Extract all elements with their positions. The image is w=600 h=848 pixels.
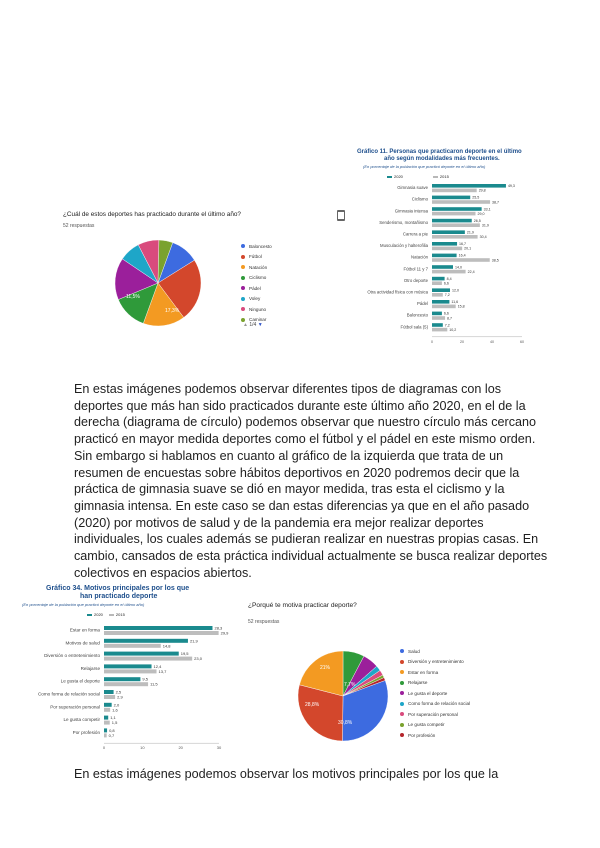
bar-category-label: Como forma de relación social <box>37 691 100 697</box>
bar-value-2015: 31,9 <box>481 223 489 228</box>
bar-2015 <box>432 223 480 227</box>
legend-item <box>400 720 490 731</box>
bar-value-2020: 2,0 <box>113 702 120 708</box>
bar-2020 <box>432 219 472 223</box>
paragraph-line: colectivos en espacios abiertos. <box>74 565 252 580</box>
legend-item <box>400 730 490 741</box>
bar-2020 <box>432 230 465 234</box>
pie2-label-a: 21% <box>320 665 331 671</box>
legend-item <box>241 304 311 315</box>
bar-category-label: Otro deporte <box>403 277 428 283</box>
bar-category-label: Por profesión <box>72 729 100 735</box>
copy-icon-outline[interactable] <box>337 211 345 221</box>
bar-2020 <box>432 254 457 258</box>
bar-value-2015: 11,5 <box>150 681 158 687</box>
legend-2020-swatch <box>387 176 392 178</box>
bar-category-label: Le gusta el deporte <box>60 678 100 684</box>
legend-item <box>400 646 490 657</box>
bar-value-2015: 30,4 <box>479 235 487 240</box>
pie1-pager[interactable] <box>243 322 263 328</box>
bar-2020 <box>432 184 506 188</box>
legend-label: Le gusta el deporte <box>408 690 448 696</box>
legend-dot <box>400 660 404 664</box>
bar-value-2020: 16,4 <box>458 253 466 258</box>
bar-category-label: Ciclismo <box>411 196 428 202</box>
legend-2015-label: 2015 <box>115 612 125 617</box>
legend-item <box>241 252 311 263</box>
bar-2015 <box>432 293 443 297</box>
legend-item <box>241 262 311 273</box>
legend-item <box>400 657 490 668</box>
bar-2020 <box>432 196 470 200</box>
bar-value-2020: 33,1 <box>483 207 491 212</box>
legend-label: Por superación personal <box>408 711 458 717</box>
legend-dot <box>400 712 404 716</box>
paragraph-line: gimnasia intensa. En este caso se dan estas diferencias ya que en el año pasado <box>74 498 530 513</box>
paragraph-2: En estas imágenes podemos observar los motivos principales por los que la <box>74 767 499 781</box>
bar-value-2015: 14,8 <box>162 643 171 649</box>
paragraph-line: Sin embargo si hablamos en cuanto al gráfico de la izquierda que trata de un <box>74 448 504 463</box>
bar-value-2015: 38,5 <box>491 258 499 263</box>
bar-value-2015: 1,5 <box>111 720 118 726</box>
bar-2015 <box>104 708 110 712</box>
bar-value-2015: 13,7 <box>158 668 167 674</box>
bar-category-label: Gimnasia suave <box>397 185 428 191</box>
graf11-subtitle: (En porcentaje de la población que practicó deporte en el último año) <box>363 164 486 169</box>
x-tick-label: 30 <box>216 745 222 751</box>
paragraph-line: (2020) por motivos de salud y de la pandemia era mejor realizar deportes <box>74 515 484 530</box>
bar-category-label: Fútbol 11 y 7 <box>403 266 428 272</box>
legend-label: Fútbol <box>249 254 262 260</box>
bar-value-2020: 12,0 <box>452 288 459 293</box>
bar-2020 <box>104 716 108 720</box>
bar-2020 <box>432 300 449 304</box>
bar-category-label: Senderismo, montañismo <box>379 219 428 225</box>
bar-category-label: Motivos de salud <box>65 640 100 646</box>
chevron-up-icon[interactable]: ▲ <box>243 322 248 328</box>
bar-2015 <box>432 258 490 262</box>
legend-2015-swatch <box>433 176 438 178</box>
legend-dot <box>241 307 245 311</box>
bar-category-label: Por superación personal <box>50 704 100 710</box>
pie1-label-b: 11,5% <box>126 294 140 300</box>
graf34-title-1: Gráfico 34. Motivos principales por los que <box>46 585 190 592</box>
bar-value-2020: 8,4 <box>446 276 452 281</box>
bar-value-2020: 11,6 <box>451 300 459 305</box>
legend-label: Ninguno <box>249 306 267 312</box>
x-tick-label: 0 <box>102 745 106 751</box>
bar-value-2020: 14,0 <box>455 265 462 270</box>
bar-category-label: Fútbol sala (5) <box>400 324 428 330</box>
bar-value-2015: 0,7 <box>108 732 115 738</box>
legend-label: Relajarse <box>408 680 428 686</box>
bar-value-2020: 7,2 <box>444 323 450 328</box>
bar-value-2020: 25,5 <box>472 195 480 200</box>
x-tick-label: 60 <box>520 339 524 344</box>
bar-category-label: Diversión o entretenimiento <box>44 653 100 659</box>
pie1-responses: 52 respuestas <box>63 223 95 229</box>
bar-value-2015: 29,8 <box>478 188 486 193</box>
x-tick-label: 20 <box>460 339 464 344</box>
graf11-panel <box>357 147 542 347</box>
legend-dot <box>241 255 245 259</box>
bar-value-2015: 20,1 <box>464 246 472 251</box>
bar-2020 <box>432 312 442 316</box>
bar-2015 <box>432 328 447 332</box>
legend-item <box>400 678 490 689</box>
legend-label: Voley <box>249 296 261 302</box>
bar-value-2020: 0,8 <box>109 727 115 733</box>
legend-item <box>241 241 311 252</box>
pie1-label-a: 17,3% <box>165 308 180 314</box>
bar-2020 <box>432 288 450 292</box>
legend-label: Diversión y entretenimiento <box>408 659 464 665</box>
bar-2020 <box>104 677 140 681</box>
legend-item <box>241 283 311 294</box>
x-tick-label: 20 <box>178 745 183 751</box>
x-tick-label: 0 <box>431 339 433 344</box>
bar-2015 <box>432 281 442 285</box>
graf34-title-2: han practicado deporte <box>80 593 158 600</box>
legend-label: Ciclismo <box>249 275 267 281</box>
bar-value-2020: 21,9 <box>189 638 198 644</box>
bar-value-2015: 38,7 <box>492 200 500 205</box>
bar-category-label: Pádel <box>417 301 428 307</box>
bar-value-2015: 23,0 <box>194 656 202 662</box>
bar-2015 <box>104 644 161 648</box>
paragraph-line: resumen de encuestas sobre hábitos deportivos en 2020 podremos decir que la <box>74 465 520 480</box>
pie1-panel <box>60 205 285 340</box>
bar-2015 <box>432 189 477 193</box>
bar-value-2015: 6,6 <box>443 281 449 286</box>
graf34-subtitle: (En porcentaje de la población que practicó deporte en el último año) <box>22 602 145 607</box>
bar-value-2015: 7,2 <box>444 293 450 298</box>
bar-category-label: Estar en forma <box>69 627 100 633</box>
paragraph-line: practicó en mayor medida deportes como el fútbol y el pádel en este mismo orden. <box>74 432 536 447</box>
legend-2015-swatch <box>109 614 114 616</box>
bar-2020 <box>104 626 212 630</box>
bar-2020 <box>432 277 445 281</box>
legend-label: Pádel <box>249 285 261 291</box>
bar-2020 <box>104 664 152 668</box>
bar-value-2015: 8,7 <box>447 316 453 321</box>
bar-2020 <box>432 323 443 327</box>
legend-label: Como forma de relación social <box>408 701 471 707</box>
pie1-svg <box>113 238 203 328</box>
pie2-legend <box>400 646 490 741</box>
pie2-label-b: 28,8% <box>305 702 320 708</box>
x-tick-label: 40 <box>490 339 494 344</box>
legend-dot <box>400 681 404 685</box>
graf34-chart <box>22 623 237 758</box>
bar-2015 <box>432 212 476 216</box>
bar-2020 <box>432 242 457 246</box>
bar-value-2020: 21,9 <box>466 230 474 235</box>
pie2-responses: 52 respuestas <box>248 619 280 625</box>
bar-2015 <box>432 247 462 251</box>
legend-label: Baloncesto <box>249 243 272 249</box>
legend-label: Caminar <box>249 317 267 323</box>
paragraph-line: derecha (diagrama de círculo) podemos observar que nuestro círculo más cercano <box>74 415 537 430</box>
legend-dot <box>241 265 245 269</box>
legend-item <box>400 709 490 720</box>
bar-value-2015: 10,2 <box>449 327 457 332</box>
bar-value-2020: 6,6 <box>443 311 449 316</box>
legend-2020-swatch <box>87 614 92 616</box>
bar-category-label: Carrera a pie <box>402 231 428 237</box>
legend-item <box>400 699 490 710</box>
bar-value-2020: 12,4 <box>153 663 162 669</box>
legend-dot <box>400 733 404 737</box>
legend-item <box>241 294 311 305</box>
bar-value-2020: 19,5 <box>180 651 189 657</box>
bar-2015 <box>104 695 115 699</box>
pie2-svg <box>298 646 388 746</box>
bar-value-2015: 15,8 <box>457 304 465 309</box>
legend-dot <box>400 691 404 695</box>
bar-2015 <box>432 270 466 274</box>
chevron-down-icon[interactable]: ▼ <box>257 322 263 328</box>
bar-value-2015: 22,4 <box>467 269 475 274</box>
legend-dot <box>241 244 245 248</box>
legend-dot <box>400 649 404 653</box>
legend-2020-label: 2020 <box>394 174 403 179</box>
pie1-legend <box>241 241 311 325</box>
pie2-label-d: 7,7% <box>344 682 356 688</box>
bar-value-2020: 49,3 <box>507 184 515 189</box>
pie1-pager-text: 1/4 <box>249 322 257 328</box>
legend-dot <box>400 723 404 727</box>
legend-item <box>400 688 490 699</box>
graf11-legend <box>387 174 449 179</box>
bar-category-label: Baloncesto <box>406 312 428 318</box>
legend-dot <box>241 297 245 301</box>
bar-2015 <box>432 200 490 204</box>
graf11-chart <box>357 181 542 347</box>
legend-label: Le gusta competir <box>408 722 445 728</box>
bar-2020 <box>104 728 107 732</box>
bar-value-2015: 2,9 <box>117 694 123 700</box>
bar-value-2020: 9,5 <box>142 676 148 682</box>
bar-category-label: Otra actividad física con música <box>367 289 428 295</box>
legend-dot <box>400 670 404 674</box>
bar-2015 <box>432 316 445 320</box>
bar-category-label: Musculación y halterofilia <box>379 243 428 249</box>
pie1-question: ¿Cuál de estos deportes has practicado durante el último año? <box>63 211 241 218</box>
bar-value-2015: 29,0 <box>477 211 485 216</box>
paragraph-1 <box>74 381 554 581</box>
legend-dot <box>241 286 245 290</box>
bar-category-label: Natación <box>411 254 428 260</box>
legend-dot <box>241 276 245 280</box>
bar-value-2020: 16,7 <box>459 242 467 247</box>
bar-value-2015: 1,6 <box>112 707 118 713</box>
legend-2020-label: 2020 <box>94 612 103 617</box>
pie2-label-c: 30,8% <box>338 720 353 726</box>
legend-label: Natación <box>249 264 268 270</box>
bar-2015 <box>104 657 192 661</box>
bar-2020 <box>104 639 188 643</box>
bar-2015 <box>104 682 148 686</box>
legend-label: Salud <box>408 648 420 654</box>
legend-label: Estar en forma <box>408 669 439 675</box>
pie2-question: ¿Porqué te motiva practicar deporte? <box>248 602 357 609</box>
legend-dot <box>400 702 404 706</box>
bar-2015 <box>104 721 110 725</box>
bar-category-label: Gimnasia intensa <box>394 208 428 214</box>
legend-item <box>241 273 311 284</box>
x-tick-label: 10 <box>140 745 145 751</box>
bar-category-label: Le gusta competir <box>63 717 100 723</box>
legend-label: Por profesión <box>408 732 436 738</box>
bar-2020 <box>432 265 453 269</box>
legend-item <box>400 667 490 678</box>
pie2-panel <box>248 598 488 758</box>
bar-value-2020: 28,3 <box>214 625 223 631</box>
paragraph-line: práctica de gimnasia suave se dió en mayor medida, tras esta el ciclismo y la <box>74 482 505 497</box>
paragraph-line: cambio, cansados de esta práctica individual actualmente se busca realizar deportes <box>74 549 548 564</box>
graf11-title-1: Gráfico 11. Personas que practicaron deporte en el último <box>357 149 522 155</box>
bar-value-2015: 29,9 <box>220 630 229 636</box>
graf34-panel <box>22 583 237 758</box>
bar-2015 <box>432 305 456 309</box>
bar-value-2020: 2,5 <box>115 689 122 695</box>
bar-category-label: Relajarse <box>80 665 100 671</box>
bar-2020 <box>104 690 114 694</box>
bar-value-2020: 26,5 <box>473 218 481 223</box>
bar-2015 <box>104 669 157 673</box>
bar-value-2020: 1,1 <box>110 715 116 721</box>
bar-2020 <box>432 207 482 211</box>
bar-2020 <box>104 703 112 707</box>
paragraph-line: individuales, los cuales además se pudieran realizar en nuestras propias casas. En <box>74 532 539 547</box>
bar-2015 <box>432 235 478 239</box>
graf34-legend <box>87 612 125 617</box>
bar-2020 <box>104 652 179 656</box>
bar-2015 <box>104 733 107 737</box>
paragraph-line: En estas imágenes podemos observar diferentes tipos de diagramas con los <box>74 382 502 396</box>
bar-2015 <box>104 631 219 635</box>
legend-2015-label: 2015 <box>439 174 449 179</box>
paragraph-line: deportes que más han sido practicados durante este último año 2020, en el de la <box>74 398 526 413</box>
graf11-title-2: año según modalidades más frecuentes. <box>384 156 500 162</box>
